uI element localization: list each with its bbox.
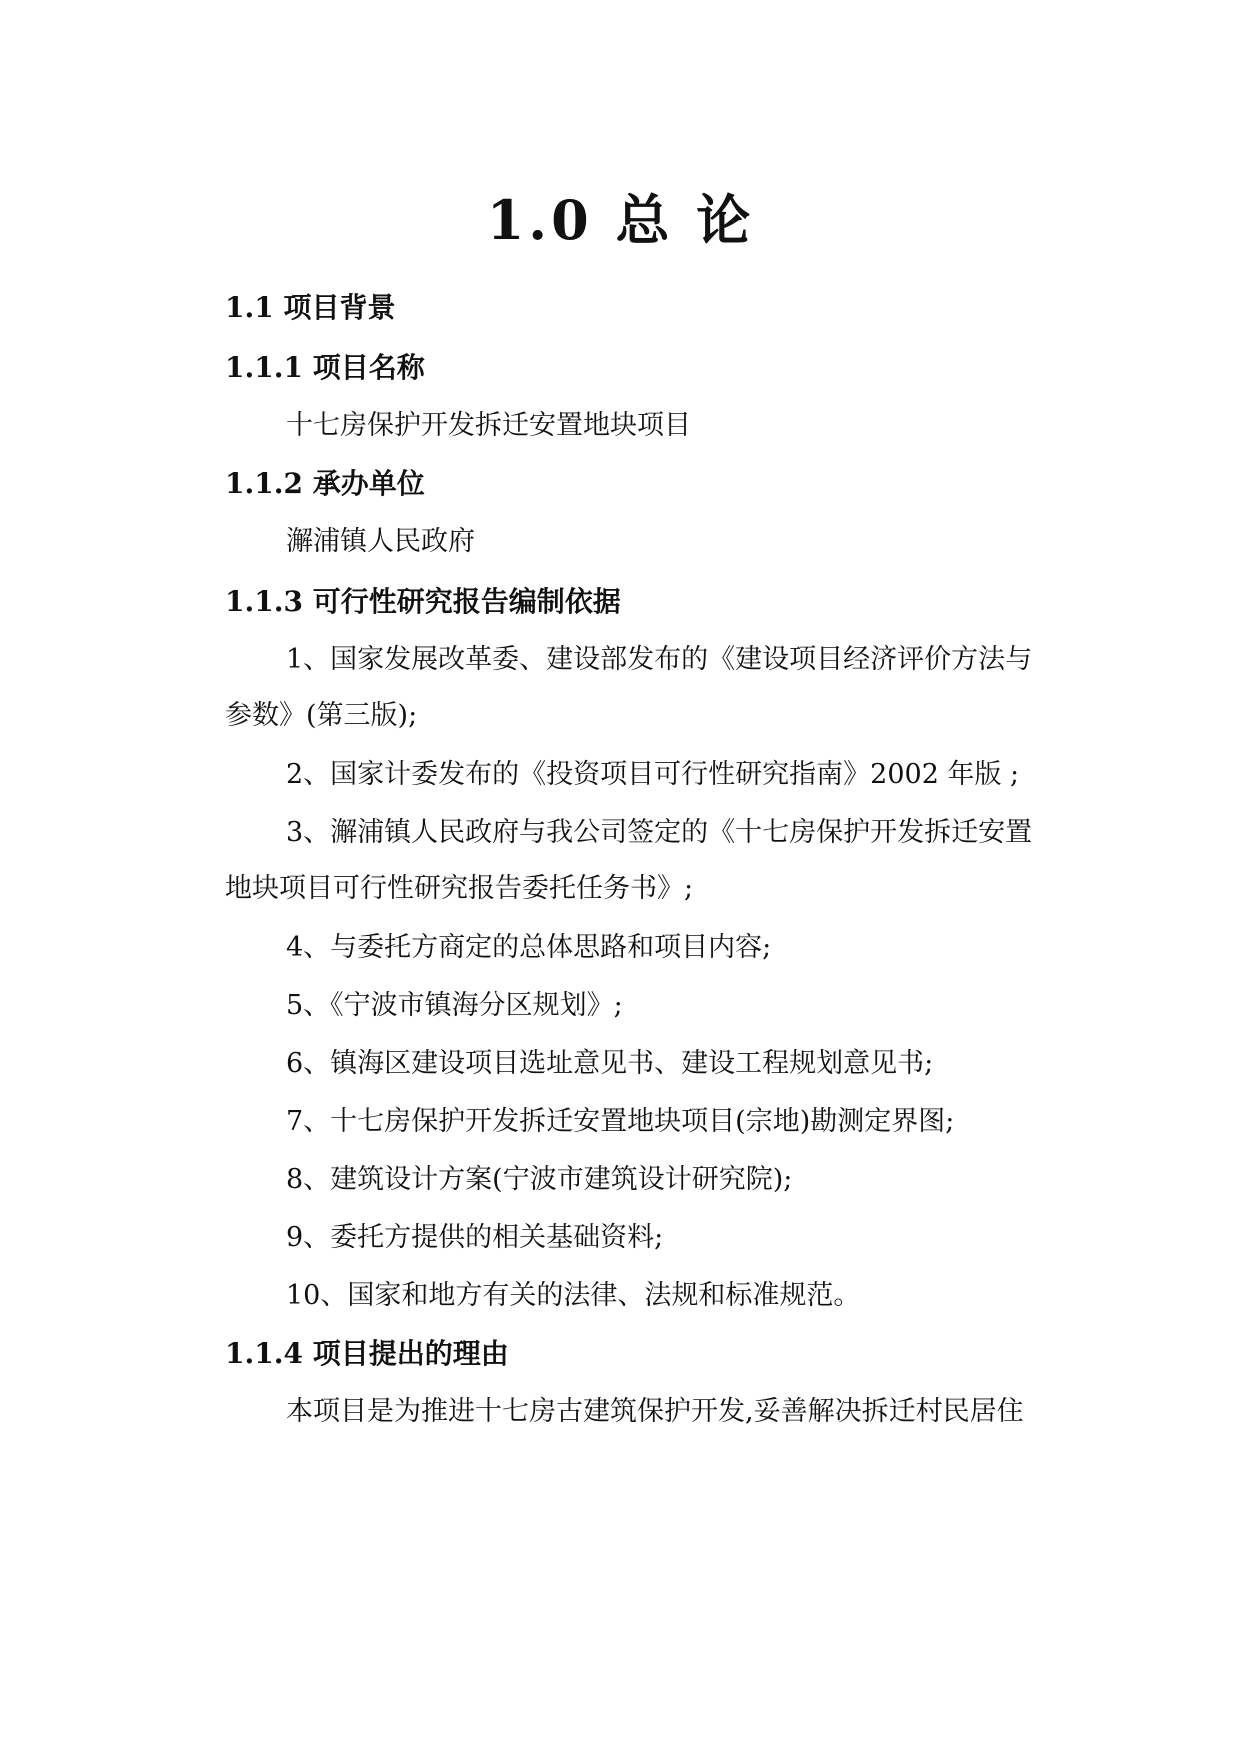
basis-item-3-line-1: 3、澥浦镇人民政府与我公司签定的《十七房保护开发拆迁安置 — [286, 817, 1033, 848]
basis-item-2: 2、国家计委发布的《投资项目可行性研究指南》2002 年版 ; — [286, 759, 1020, 790]
organizer-text: 澥浦镇人民政府 — [286, 526, 475, 557]
project-name-text: 十七房保护开发拆迁安置地块项目 — [286, 410, 691, 441]
heading-1-1-3: 1.1.3 可行性研究报告编制依据 — [225, 585, 621, 618]
basis-item-10: 10、国家和地方有关的法律、法规和标准规范。 — [286, 1280, 861, 1311]
basis-item-8: 8、建筑设计方案(宁波市建筑设计研究院); — [286, 1164, 793, 1195]
heading-1-1: 1.1 项目背景 — [225, 291, 396, 324]
basis-item-1-line-2: 参数》(第三版); — [225, 700, 418, 731]
basis-item-5: 5、《宁波市镇海分区规划》; — [286, 990, 623, 1021]
reason-text-line-1: 本项目是为推进十七房古建筑保护开发,妥善解决拆迁村民居住 — [286, 1396, 1024, 1427]
basis-item-6: 6、镇海区建设项目选址意见书、建设工程规划意见书; — [286, 1048, 934, 1079]
heading-1-1-2: 1.1.2 承办单位 — [225, 467, 425, 500]
basis-item-1-line-1: 1、国家发展改革委、建设部发布的《建设项目经济评价方法与 — [286, 644, 1033, 675]
heading-1-1-4: 1.1.4 项目提出的理由 — [225, 1337, 509, 1370]
basis-item-4: 4、与委托方商定的总体思路和项目内容; — [286, 932, 772, 963]
basis-item-9: 9、委托方提供的相关基础资料; — [286, 1222, 664, 1253]
basis-item-3-line-2: 地块项目可行性研究报告委托任务书》; — [225, 873, 694, 904]
page-title: 1.0 总 论 — [486, 188, 755, 252]
basis-item-7: 7、十七房保护开发拆迁安置地块项目(宗地)勘测定界图; — [286, 1106, 955, 1137]
heading-1-1-1: 1.1.1 项目名称 — [225, 351, 425, 384]
